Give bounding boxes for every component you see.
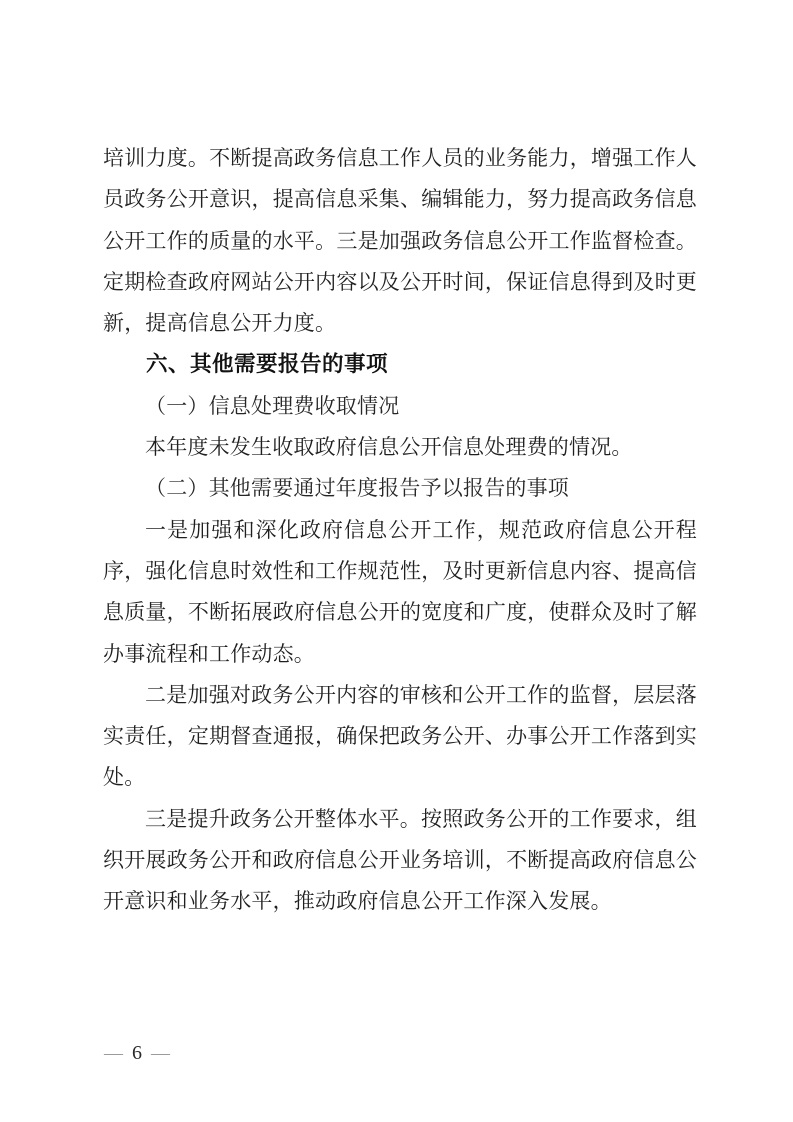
page-number: 6 — [132, 1041, 142, 1064]
subsection-heading-1: （一）信息处理费收取情况 — [145, 393, 400, 418]
paragraph-continuation: 培训力度。不断提高政务信息工作人员的业务能力，增强工作人员政务公开意识，提高信息采集、编辑能力，努力提高政务信息公开工作的质量的水平。三是加强政务信息公开工作监督检查。定期检查政府网站公开内容以及公开时间，保证信息得到及时更新，提高信息公开力度。 — [103, 146, 697, 336]
paragraph-fee-status: 本年度未发生收取政府信息公开信息处理费的情况。 — [145, 435, 633, 460]
section-heading: 六、其他需要报告的事项 — [146, 352, 389, 377]
paragraph-item-three: 三是提升政务公开整体水平。按照政务公开的工作要求，组织开展政务公开和政府信息公开业务培训，不断提高政府信息公开意识和业务水平，推动政府信息公开工作深入发展。 — [103, 806, 697, 914]
document-body — [103, 138, 697, 923]
paragraph-item-one: 一是加强和深化政府信息公开工作，规范政府信息公开程序，强化信息时效性和工作规范性，及时更新信息内容、提高信息质量，不断拓展政府信息公开的宽度和广度，使群众及时了解办事流程和工作动态。 — [103, 517, 697, 666]
footer-right-dash: — — [151, 1043, 170, 1063]
page-footer — [104, 1041, 170, 1065]
paragraph-item-two: 二是加强对政务公开内容的审核和公开工作的监督，层层落实责任，定期督查通报，确保把政务公开、办事公开工作落到实处。 — [103, 682, 697, 790]
footer-left-dash: — — [104, 1043, 123, 1063]
subsection-heading-2: （二）其他需要通过年度报告予以报告的事项 — [145, 476, 569, 501]
